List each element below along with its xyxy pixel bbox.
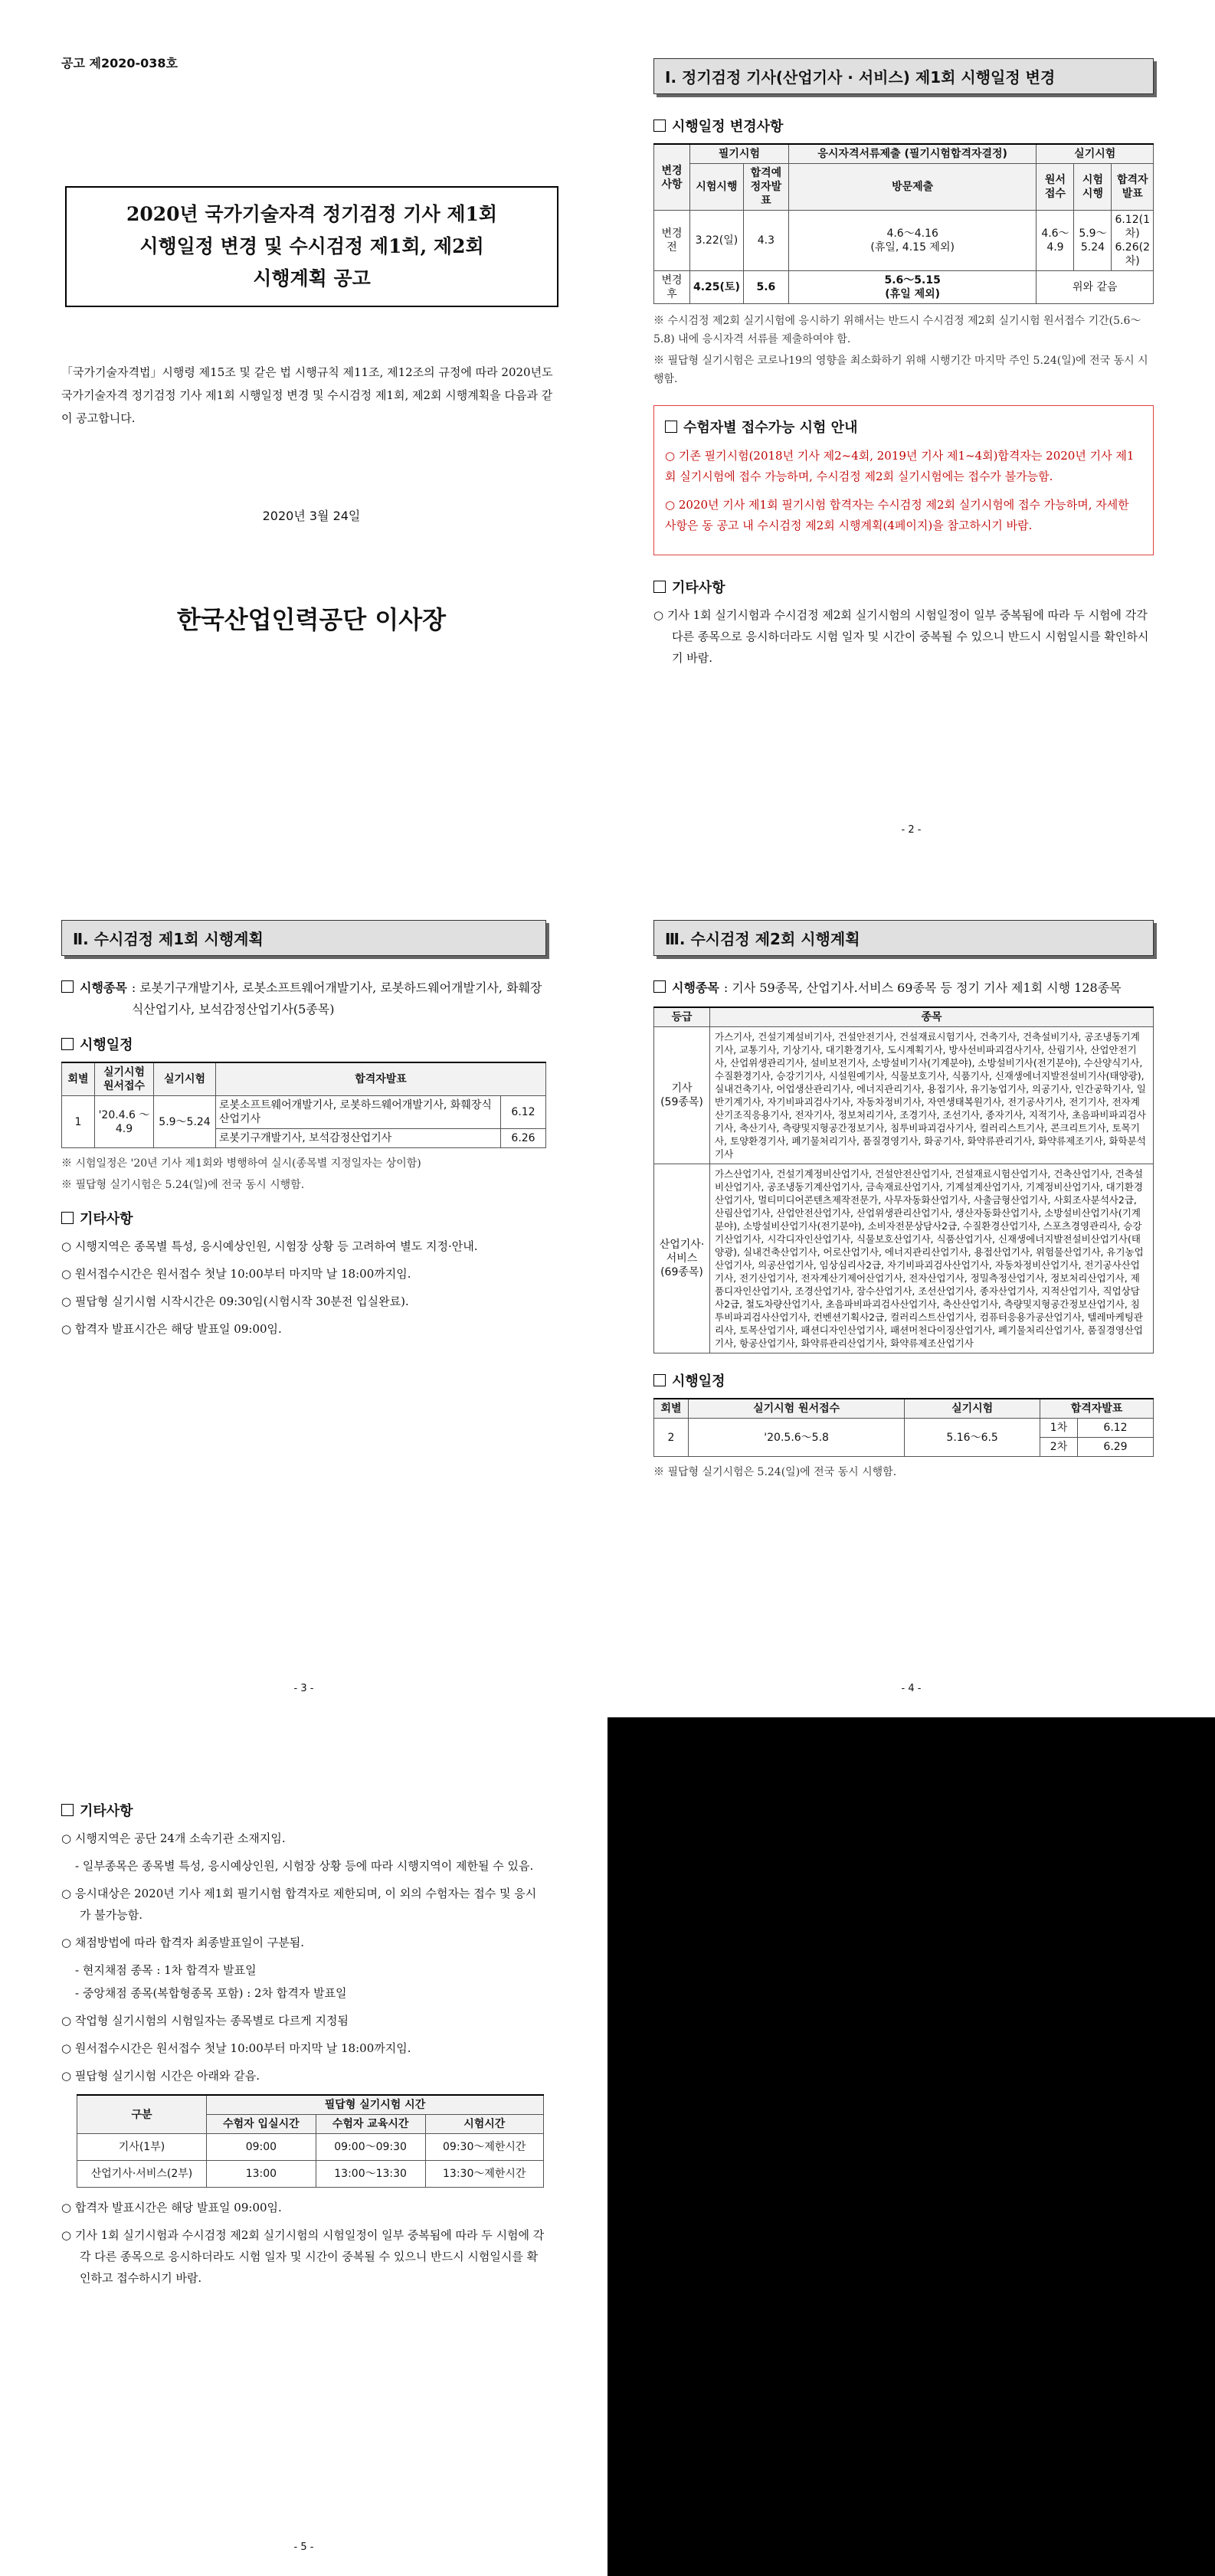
checkbox-icon xyxy=(61,1212,74,1224)
page-1 xyxy=(0,0,608,859)
page-number: - 5 - xyxy=(293,2542,314,2553)
page-4 xyxy=(608,859,1215,1717)
header-pexam: 시험시행 xyxy=(1074,164,1112,211)
etc-item: ○ 작업형 실기시험의 시험일자는 종목별로 다르게 지정됨 xyxy=(61,2014,349,2028)
etc-item: ○ 채점방법에 따라 합격자 최종발표일이 구분됨. xyxy=(61,1936,305,1949)
table-row: 변경 전 3.22(일) 4.3 4.6～4.16 (휴일, 4.15 제외) 4.6～4.9 5.9～5.24 6.12(1차) 6.26(2차) xyxy=(654,211,1154,271)
title-line-3: 시행계획 공고 xyxy=(253,267,371,290)
etc-item: ○ 필답형 실기시험 시간은 아래와 같음. xyxy=(61,2069,260,2083)
schedule-table: 회별 실기시험 원서접수 실기시험 합격자발표 2 '20.5.6～5.8 5.16～6.5 1차 6.12 2차 6.29 xyxy=(653,1398,1154,1457)
written-exam-time-table: 구분 필답형 실기시험 시간 수험자 입실시간 수험자 교육시간 시험시간 기사(1부) 09:00 09:00～09:30 09:30～제한시간 산업기사·서비스(2부) 13:00 13:00～13:30 13:30～제한시간 xyxy=(77,2094,544,2188)
header-announce: 합격예정자발표 xyxy=(743,164,788,211)
etc-subitem: - 현지채점 종목 : 1차 합격자 발표일 xyxy=(75,1963,257,1977)
etc-item: ○ 합격자 발표시간은 해당 발표일 09:00임. xyxy=(61,1322,282,1336)
header-written: 필기시험 xyxy=(690,144,789,164)
section-title: Ⅱ. 수시검정 제1회 시행계획 xyxy=(61,920,546,956)
table-row: 2차 6.29 xyxy=(654,1438,1154,1457)
note: ※ 필답형 실기시험은 코로나19의 영향을 최소화하기 위해 시행기간 마지막 주인 5.24(일)에 전국 동시 시행함. xyxy=(653,355,1148,385)
checkbox-icon xyxy=(653,980,666,993)
intro-paragraph: 「국가기술자격법」시행령 제15조 및 같은 법 시행규칙 제11조, 제12조의 규정에 따라 2020년도 국가기술자격 정기검정 기사 제1회 시행일정 변경 및 수시검정 제1회, 제2회 시행계획을 다음과 같이 공고합니다. xyxy=(61,365,553,425)
section-title: Ⅲ. 수시검정 제2회 시행계획 xyxy=(653,920,1154,956)
header-visit: 방문제출 xyxy=(788,164,1037,211)
section-title: Ⅰ. 정기검정 기사(산업기사 · 서비스) 제1회 시행일정 변경 xyxy=(653,58,1154,94)
checkbox-icon xyxy=(653,581,666,593)
etc-item: ○ 합격자 발표시간은 해당 발표일 09:00임. xyxy=(61,2201,282,2214)
etc-item: ○ 시행지역은 공단 24개 소속기관 소재지임. xyxy=(61,1831,286,1845)
etc-item: ○ 기사 1회 실기시험과 수시검정 제2회 실기시험의 시험일정이 일부 중복됨에 따라 두 시험에 각각 다른 종목으로 응시하더라도 시험 일자 및 시간이 중복될 수 있으니 반드시 시험일시를 확인하고 접수하시기 바람. xyxy=(61,2228,545,2285)
guide-item: ○ 기존 필기시험(2018년 기사 제2~4회, 2019년 기사 제1~4회)합격자는 2020년 기사 제1회 실기시험에 접수 가능하며, 수시검정 제2회 실기시험에는 접수가 불가능함. xyxy=(665,449,1135,483)
checkbox-icon xyxy=(653,1374,666,1386)
blank-black-area xyxy=(608,1717,1215,2576)
subsection-title: 기타사항 xyxy=(653,577,1154,597)
note: ※ 필답형 실기시험은 5.24(일)에 전국 동시 시행함. xyxy=(653,1466,897,1478)
table-row: 1 '20.4.6 ～4.9 5.9～5.24 로봇소프트웨어개발기사, 로봇하드웨어개발기사, 화훼장식산업기사 6.12 xyxy=(62,1096,546,1129)
subsection-title: 기타사항 xyxy=(61,1800,546,1820)
etc-item: ○ 기사 1회 실기시험과 수시검정 제2회 실기시험의 시험일정이 일부 중복됨에 따라 두 시험에 각각 다른 종목으로 응시하더라도 시험 일자 및 시간이 중복될 수 있으니 반드시 시험일시를 확인하시기 바람. xyxy=(653,608,1149,665)
page-number: - 3 - xyxy=(293,1683,314,1694)
title-line-1: 2020년 국가기술자격 정기검정 기사 제1회 xyxy=(126,203,498,225)
exam-items: 시행종목 : 로봇기구개발기사, 로봇소프트웨어개발기사, 로봇하드웨어개발기사, 화훼장식산업기사, 보석감정산업기사(5종목) xyxy=(61,977,546,1020)
notice-number: 공고 제2020-038호 xyxy=(61,56,178,70)
subsection-title: 시행일정 변경사항 xyxy=(653,116,1154,136)
page-3 xyxy=(0,859,608,1717)
table-row: 변경 후 4.25(토) 5.6 5.6～5.15 (휴일 제외) 위와 같음 xyxy=(654,271,1154,304)
subsection-title: 시행일정 xyxy=(61,1034,546,1054)
jobs-table: 등급 종목 기사 (59종목) 가스기사, 건설기계설비기사, 건설안전기사, 건설재료시험기사, 건축기사, 건축설비기사, 공조냉동기계기사, 교통기사, 기상기사, 대기환경기사, 도시계획기사, 방사선비파괴검사기사, 산림기사, 산업안전기사, 산업위생관리기사, 설비보전기사, 소방설비기사(기계분야), 소방설비기사(전기분야), 수산양식기사, 수질환경기사, 승강기기사, 시설원예기사, 식물보호기사, 식품기사, 신재생에너지발전설비기사(태양광), 실내건축기사, 어업생산관리기사, 에너지관리기사, 용접기사, 유기농업기사, 의공기사, 인간공학기사, 일반기계기사, 자기비파괴검사기사, 자동차정비기사, 자연생태복원기사, 전기공사기사, 전기기사, 전자계산기조직응용기사, 전자기사, 정보처리기사, 조경기사, 조선기사, 종자기사, 지적기사, 초음파비파괴검사기사, 축산기사, 측량및지형공간정보기사, 침투비파괴검사기사, 컬러리스트기사, 콘크리트기사, 토목기사, 토양환경기사, 폐기물처리기사, 품질경영기사, 화공기사, 화약류관리기사, 화약류제조기사, 화학분석기사 산업기사·서비스 (69종목) 가스산업기사, 건설기계정비산업기사, 건설안전산업기사, 건설재료시험산업기사, 건축산업기사, 건축설비산업기사, 공조냉동기계산업기사, 금속재료산업기사, 기계설계산업기사, 기계정비산업기사, 대기환경산업기사, 멀티미디어콘텐츠제작전문가, 사무자동화산업기사, 사출금형산업기사, 사회조사분석사2급, 산림산업기사, 산업안전산업기사, 산업위생관리산업기사, 생산자동화산업기사, 소방설비산업기사(기계분야), 소방설비산업기사(전기분야), 소비자전문상담사2급, 수질환경산업기사, 스포츠경영관리사, 승강기산업기사, 시각디자인산업기사, 식물보호산업기사, 식품산업기사, 신재생에너지발전설비산업기사(태양광), 실내건축산업기사, 어로산업기사, 에너지관리산업기사, 용접산업기사, 위험물산업기사, 유기농업산업기사, 의공산업기사, 임상심리사2급, 자기비파괴검사산업기사, 자동차정비산업기사, 전기공사산업기사, 전기산업기사, 전자계산기제어산업기사, 전자산업기사, 정밀측정산업기사, 정보처리산업기사, 제품디자인산업기사, 조경산업기사, 잠수산업기사, 조선산업기사, 종자산업기사, 지적산업기사, 직업상담사2급, 철도차량산업기사, 초음파비파괴검사산업기사, 축산산업기사, 측량및지형공간정보산업기사, 침투비파괴검사산업기사, 컨벤션기획사2급, 컬러리스트산업기사, 컴퓨터응용가공산업기사, 텔레마케팅관리사, 토목산업기사, 패션디자인산업기사, 패션머천다이징산업기사, 폐기물처리산업기사, 품질경영산업기사, 항공산업기사, 화약류관리산업기사, 화약류제조산업기사 xyxy=(653,1007,1154,1353)
table-row: 로봇기구개발기사, 보석감정산업기사 6.26 xyxy=(62,1129,546,1148)
header-apply: 원서접수 xyxy=(1037,164,1074,211)
header-exam: 시험시행 xyxy=(690,164,744,211)
notice-title xyxy=(65,186,558,307)
applicant-guide-box xyxy=(653,405,1154,555)
etc-subitem: - 일부종목은 종목별 특성, 응시예상인원, 시험장 상황 등에 따라 시행지역이 제한될 수 있음. xyxy=(75,1859,534,1873)
checkbox-icon xyxy=(61,980,74,993)
note: ※ 수시검정 제2회 실기시험에 응시하기 위해서는 반드시 수시검정 제2회 실기시험 원서접수 기간(5.6～5.8) 내에 응시자격 서류를 제출하여야 함. xyxy=(653,315,1141,345)
note: ※ 필답형 실기시험은 5.24(일)에 전국 동시 시행함. xyxy=(61,1179,305,1191)
checkbox-icon xyxy=(653,119,666,132)
table-row: 기사(1부) 09:00 09:00～09:30 09:30～제한시간 xyxy=(77,2134,544,2161)
etc-list xyxy=(61,1828,546,2087)
subsection-title: 기타사항 xyxy=(61,1208,546,1228)
subsection-title: 시행일정 xyxy=(653,1370,1154,1390)
etc-item: ○ 응시대상은 2020년 기사 제1회 필기시험 합격자로 제한되며, 이 외의 수험자는 접수 및 응시가 불가능함. xyxy=(61,1887,537,1922)
etc-item: ○ 원서접수시간은 원서접수 첫날 10:00부터 마지막 날 18:00까지임. xyxy=(61,1267,411,1281)
page-2 xyxy=(608,0,1215,859)
table-row: 산업기사·서비스(2부) 13:00 13:00～13:30 13:30～제한시간 xyxy=(77,2161,544,2188)
header-pass: 합격자발표 xyxy=(1112,164,1154,211)
table-row: 산업기사·서비스 (69종목) 가스산업기사, 건설기계정비산업기사, 건설안전산업기사, 건설재료시험산업기사, 건축산업기사, 건축설비산업기사, 공조냉동기계산업기사, 금속재료산업기사, 기계설계산업기사, 기계정비산업기사, 대기환경산업기사, 멀티미디어콘텐츠제작전문가, 사무자동화산업기사, 사출금형산업기사, 사회조사분석사2급, 산림산업기사, 산업안전산업기사, 산업위생관리산업기사, 생산자동화산업기사, 소방설비산업기사(기계분야), 소방설비산업기사(전기분야), 소비자전문상담사2급, 수질환경산업기사, 스포츠경영관리사, 승강기산업기사, 시각디자인산업기사, 식물보호산업기사, 식품산업기사, 신재생에너지발전설비산업기사(태양광), 실내건축산업기사, 어로산업기사, 에너지관리산업기사, 용접산업기사, 위험물산업기사, 유기농업산업기사, 의공산업기사, 임상심리사2급, 자기비파괴검사산업기사, 자동차정비산업기사, 전기공사산업기사, 전기산업기사, 전자계산기제어산업기사, 전자산업기사, 정밀측정산업기사, 정보처리산업기사, 제품디자인산업기사, 조경산업기사, 잠수산업기사, 조선산업기사, 종자산업기사, 지적산업기사, 직업상담사2급, 철도차량산업기사, 초음파비파괴검사산업기사, 축산산업기사, 측량및지형공간정보산업기사, 침투비파괴검사산업기사, 컨벤션기획사2급, 컬러리스트산업기사, 컴퓨터응용가공산업기사, 텔레마케팅관리사, 토목산업기사, 패션디자인산업기사, 패션머천다이징산업기사, 폐기물처리산업기사, 품질경영산업기사, 항공산업기사, 화약류관리산업기사, 화약류제조산업기사 xyxy=(654,1164,1154,1353)
page-number: - 4 - xyxy=(901,1683,922,1694)
header-change: 변경사항 xyxy=(654,144,690,211)
guide-item: ○ 2020년 기사 제1회 필기시험 합격자는 수시검정 제2회 실기시험에 접수 가능하며, 자세한 사항은 동 공고 내 수시검정 제2회 시행계획(4페이지)을 참고하시기 바람. xyxy=(665,498,1129,532)
header-docs: 응시자격서류제출 (필기시험합격자결정) xyxy=(788,144,1037,164)
table-row: 기사 (59종목) 가스기사, 건설기계설비기사, 건설안전기사, 건설재료시험기사, 건축기사, 건축설비기사, 공조냉동기계기사, 교통기사, 기상기사, 대기환경기사, 도시계획기사, 방사선비파괴검사기사, 산림기사, 산업안전기사, 산업위생관리기사, 설비보전기사, 소방설비기사(기계분야), 소방설비기사(전기분야), 수산양식기사, 수질환경기사, 승강기기사, 시설원예기사, 식물보호기사, 식품기사, 신재생에너지발전설비기사(태양광), 실내건축기사, 어업생산관리기사, 에너지관리기사, 용접기사, 유기농업기사, 의공기사, 인간공학기사, 일반기계기사, 자기비파괴검사기사, 자동차정비기사, 자연생태복원기사, 전기공사기사, 전기기사, 전자계산기조직응용기사, 전자기사, 정보처리기사, 조경기사, 조선기사, 종자기사, 지적기사, 초음파비파괴검사기사, 축산기사, 측량및지형공간정보기사, 침투비파괴검사기사, 컬러리스트기사, 콘크리트기사, 토목기사, 토양환경기사, 폐기물처리기사, 품질경영기사, 화공기사, 화약류관리기사, 화약류제조기사, 화학분석기사 xyxy=(654,1027,1154,1164)
header-practical: 실기시험 xyxy=(1037,144,1154,164)
table-row: 2 '20.5.6～5.8 5.16～6.5 1차 6.12 xyxy=(654,1419,1154,1438)
etc-item: ○ 원서접수시간은 원서접수 첫날 10:00부터 마지막 날 18:00까지임. xyxy=(61,2041,411,2055)
checkbox-icon xyxy=(61,1804,74,1816)
notice-date: 2020년 3월 24일 xyxy=(262,509,361,523)
page-5 xyxy=(0,1717,608,2576)
page-number: - 2 - xyxy=(901,824,922,836)
title-line-2: 시행일정 변경 및 수시검정 제1회, 제2회 xyxy=(139,235,484,257)
schedule-table: 회별 실기시험 원서접수 실기시험 합격자발표 1 '20.4.6 ～4.9 5.9～5.24 로봇소프트웨어개발기사, 로봇하드웨어개발기사, 화훼장식산업기사 6.12 로봇기구개발기사, 보석감정산업기사 6.26 xyxy=(61,1062,546,1148)
guide-title: 수험자별 접수가능 시험 안내 xyxy=(665,417,1142,437)
note: ※ 시험일정은 '20년 기사 제1회와 병행하여 실시(종목별 지정일자는 상이함) xyxy=(61,1157,421,1170)
issuer: 한국산업인력공단 이사장 xyxy=(176,605,447,634)
exam-items: 시행종목 : 기사 59종목, 산업기사.서비스 69종목 등 정기 기사 제1회 시행 128종목 xyxy=(653,977,1154,999)
checkbox-icon xyxy=(665,421,677,433)
checkbox-icon xyxy=(61,1038,74,1050)
etc-item: ○ 시행지역은 종목별 특성, 응시예상인원, 시험장 상황 등 고려하여 별도 지정·안내. xyxy=(61,1239,478,1253)
etc-subitem: - 중앙채점 종목(복합형종목 포함) : 2차 합격자 발표일 xyxy=(75,1986,347,2000)
schedule-change-table xyxy=(653,143,1154,304)
etc-item: ○ 필답형 실기시험 시작시간은 09:30임(시험시작 30분전 입실완료). xyxy=(61,1295,409,1308)
